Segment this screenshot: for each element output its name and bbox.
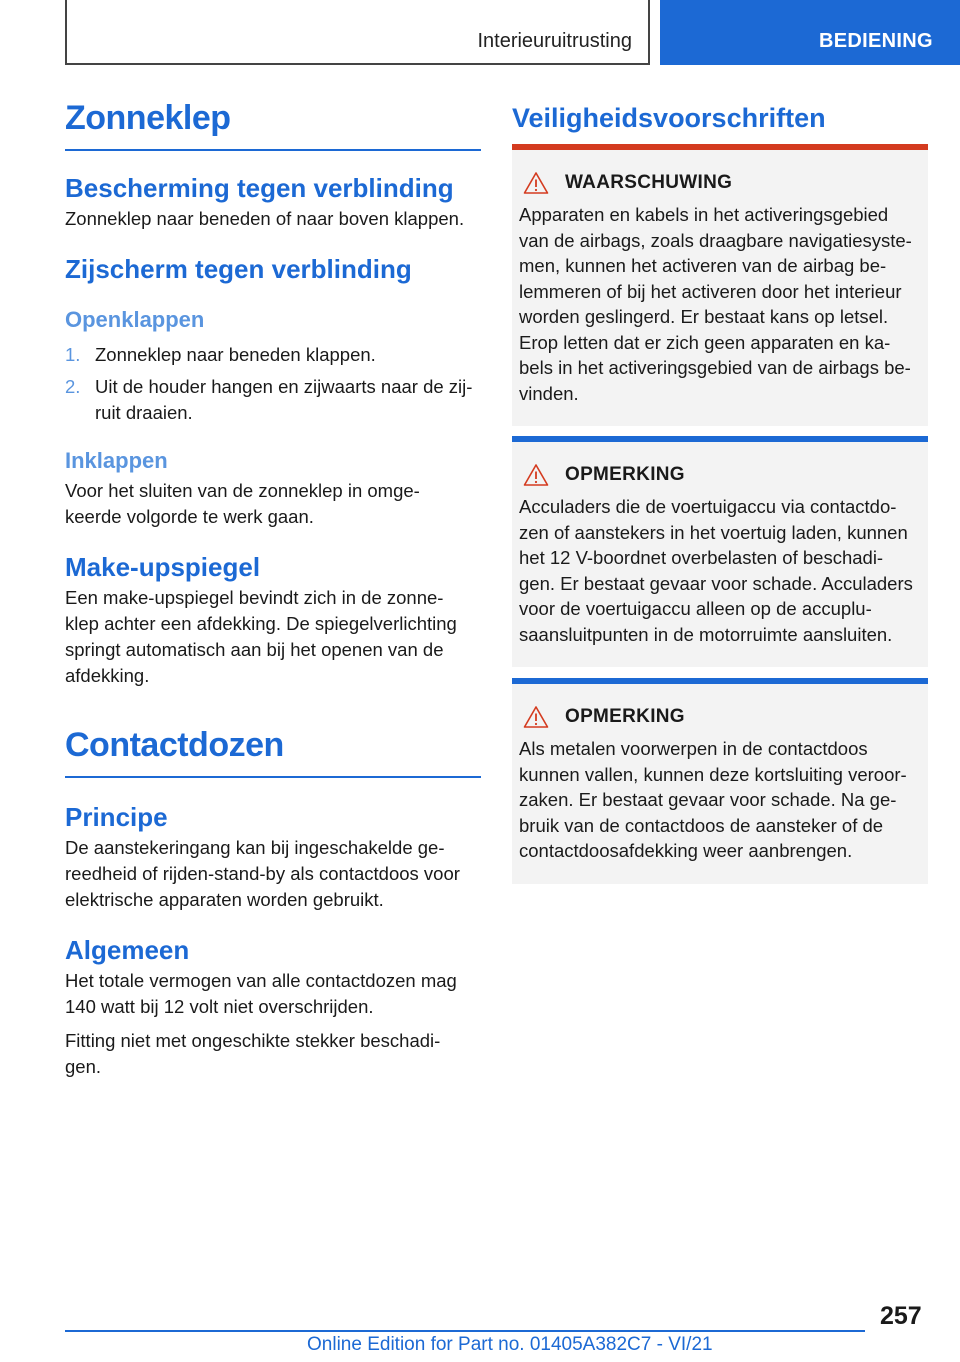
heading-contactdozen: Contactdozen (65, 726, 284, 765)
heading-zonneklep: Zonneklep (65, 99, 231, 137)
warning-box-title: WAARSCHUWING (565, 172, 733, 193)
heading-veiligheidsvoorschriften: Veiligheidsvoorschriften (512, 103, 826, 133)
notice-box (512, 436, 928, 667)
notice-box-header (519, 704, 921, 730)
page-number: 257 (880, 1302, 922, 1330)
footer-rule (65, 1330, 865, 1332)
step-item (65, 374, 481, 426)
step-text: Uit de houder hangen en zijwaarts naar de zij- ruit draaien. (95, 375, 473, 423)
paragraph-principe: De aanstekeringang kan bij ingeschakelde ge- reedheid of rijden-stand-by als contactdoos voor elektrische apparaten worden gebruikt. (65, 837, 460, 911)
paragraph-inklappen: Voor het sluiten van de zonneklep in omge- keerde volgorde te werk gaan. (65, 479, 420, 527)
heading-algemeen: Algemeen (65, 935, 190, 966)
heading-openklappen: Openklappen (65, 307, 205, 333)
warning-triangle-icon (523, 171, 549, 195)
warning-box-text: Apparaten en kabels in het activeringsgebied van de airbags, zoals draagbare navigatiesyste- men, kunnen het activeren van de airbag be- lemmeren of bij het activeren door het interieur worden geslingerd. Er bestaat kans op letsel. Erop letten dat er zich geen apparaten en ka- bels in het activeringsgebied van de airbags be- vinden. (519, 204, 912, 404)
heading-rule (65, 776, 481, 778)
header-section-title: Interieuruitrusting (477, 30, 632, 52)
header-chapter-tab (660, 0, 960, 65)
warning-box-header (519, 170, 921, 196)
warning-triangle-icon (523, 463, 549, 487)
notice-box-text: Als metalen voorwerpen in de contactdoos kunnen vallen, kunnen deze kortsluiting veroor- zaken. Er bestaat gevaar voor schade. Na ge- bruik van de contactdoos de aansteker of de contactdoosafdekking weer aanbrengen. (519, 738, 907, 861)
heading-rule (65, 149, 481, 151)
notice-box-header (519, 462, 921, 488)
heading-principe: Principe (65, 801, 168, 832)
paragraph-algemeen-1: Het totale vermogen van alle contactdozen mag 140 watt bij 12 volt niet overschrijden. (65, 970, 457, 1018)
paragraph-bescherming: Zonneklep naar beneden of naar boven klappen. (65, 207, 465, 229)
warning-box (512, 144, 928, 426)
step-number: 2. (65, 375, 81, 397)
heading-bescherming: Bescherming tegen verblinding (65, 172, 454, 203)
step-item (65, 342, 481, 368)
heading-inklappen: Inklappen (65, 447, 168, 473)
notice-box (512, 678, 928, 884)
right-column (512, 98, 928, 898)
warning-triangle-icon (523, 705, 549, 729)
paragraph-algemeen-2: Fitting niet met ongeschikte stekker beschadi- gen. (65, 1030, 441, 1078)
header-chapter-title: BEDIENING (819, 30, 933, 52)
step-text: Zonneklep naar beneden klappen. (95, 343, 376, 365)
steps-list (65, 342, 481, 426)
notice-box-title: OPMERKING (565, 464, 685, 485)
footer-edition: Online Edition for Part no. 01405A382C7 - VI/21 (307, 1334, 713, 1355)
heading-zijscherm: Zijscherm tegen verblinding (65, 253, 412, 284)
left-column (65, 98, 481, 1080)
step-number: 1. (65, 343, 81, 365)
notice-box-text: Acculaders die de voertuigaccu via contactdo- zen of aanstekers in het voertuig laden, kunnen het 12 V-boordnet overbelasten of beschadi- gen. Er bestaat gevaar voor schade. Acculaders voor de voertuigaccu alleen op de accuplu- saansluitpunten in de motorruimte aansluiten. (519, 496, 913, 645)
heading-make-upspiegel: Make-upspiegel (65, 551, 261, 582)
header-section-box (65, 0, 650, 65)
paragraph-make-upspiegel: Een make-upspiegel bevindt zich in de zonne- klep achter een afdekking. De spiegelverlichting springt automatisch aan bij het openen van de afdekking. (65, 587, 457, 687)
notice-box-title: OPMERKING (565, 706, 685, 727)
